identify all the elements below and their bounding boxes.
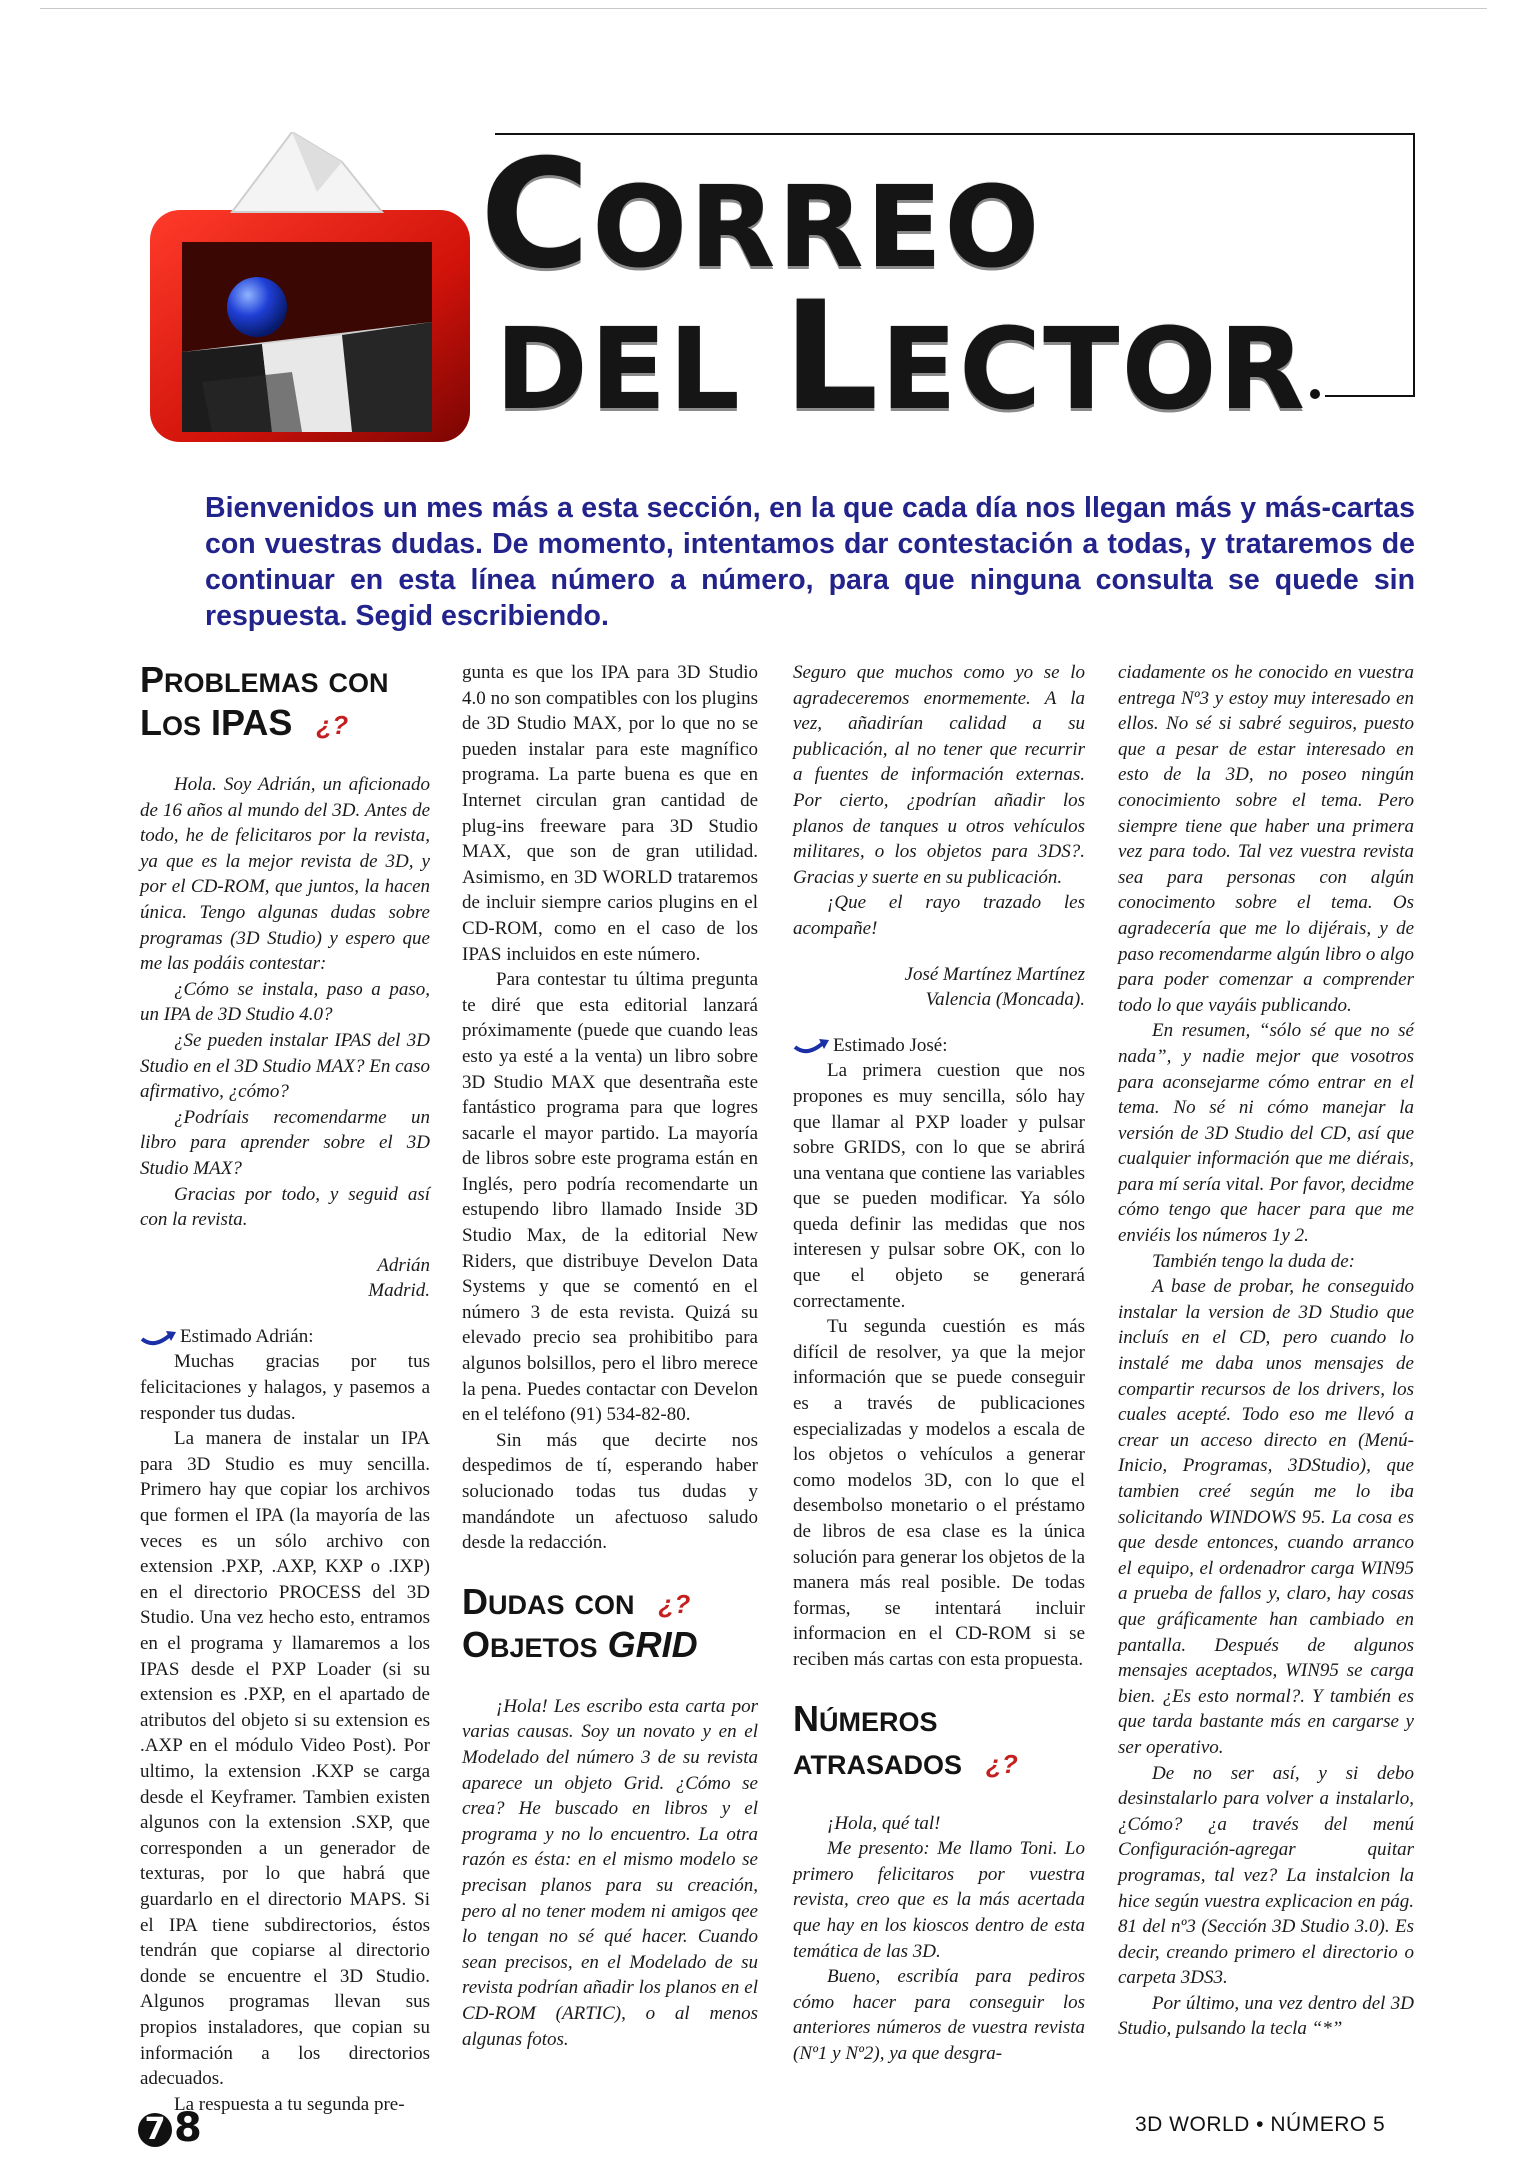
letter-paragraph: ciadamente os he conocido en vuestra entrega Nº3 y estoy muy interesado en ellos. No sé si sabré seguiros, puesto que a pesar de estar interesado en esto de la 3D, no poseo ningún conocimiento sobre el tema. Pero siempre tiene que haber una primera vez para todo. Tal vez vuestra revista sea para personas con algún conocimento sobre el tema. Os agradecería que me lo dijérais, y de paso recomendarme algún libro o algo para poder comenzar a comprender todo lo que vayáis publicando. (1118, 662, 1414, 1016)
letter-paragraph: ¡Que el rayo trazado les acompañe! (793, 892, 1085, 939)
title-frame-dot (1310, 389, 1320, 399)
intro-paragraph: Bienvenidos un mes más a esta sección, en la que cada día nos llegan más y más-cartas con vuestras dudas. De momento, intentamos dar contestación a todas, y trataremos de continuar en esta línea número a número, para que ninguna consulta se quede sin respuesta. Segid escribiendo. (205, 492, 1415, 632)
letter-paragraph: Seguro que muchos como yo se lo agradeceremos enormemente. A la vez, añadirían calidad a su publicación, al no tener que recurrir a fuentes de información externas. Por cierto, ¿podrían añadir los planos de tanques u otros vehículos militares, o los objetos para 3DS?. Gracias y suerte en su publicación. (793, 662, 1085, 888)
heading-numeros-atrasados: NÚMEROS ATRASADOS ¿? (793, 1699, 1085, 1785)
letter-paragraph: En resumen, “sólo sé que no sé nada”, y nadie mejor que vosotros para aconsejarme cómo entrar en el tema. No sé ni cómo manejar la versión de 3D Studio del CD, así que cualquier información que me diérais, para mí sería vital. Por favor, decidme cómo tengo que hacer para que me enviéis los números 1y 2. (1118, 1020, 1414, 1247)
reply-paragraph: La manera de instalar un IPA para 3D Studio es muy sencilla. Primero hay que copiar los archivos que formen el IPA (la mayoría de las veces es un sólo archivo con extension .PXP, .AXP, KXP o .IXP) en el directorio PROCESS del 3D Studio. Una vez hecho esto, entramos en el programa y llamaremos a los IPAS desde el PXP Loader (si su extension es .PXP, en el apartado de atributos del objeto si su extension es .AXP en el módulo Video Post). Por ultimo, la extension .KXP se carga desde el Keyframer. Tambien existen algunos con la extension .SXP, que corresponden a un generador de texturas, por lo que habrá que guardarlo en el directorio MAPS. Si el IPA tiene subdirectorios, éstos tendrán que copiarse al directorio donde se encuentre el 3D Studio. Algunos programas llevan sus propios instaladores, que copian su información a los directorios adecuados. (140, 1428, 430, 2090)
question-mark-icon: ¿? (986, 1749, 1018, 1780)
title-frame-bottom (1325, 395, 1415, 397)
column-2 (462, 660, 758, 2052)
reply-paragraph: Muchas gracias por tus felicitaciones y halagos, y pasemos a responder tus dudas. (140, 1351, 430, 1424)
letter-paragraph: A base de probar, he conseguido instalar la version de 3D Studio que incluís en el CD, pero cuando lo instalé me daba unos mensajes de compartir recursos de los drivers, los cuales acepté. Todo eso me llevó a crear un acceso directo en (Menú-Inicio, Programas, 3DStudio), que tambien creé según me lo iba solicitando WINDOWS 95. La cosa es que desde entonces, cuando arranco el equipo, el ordenadror carga WIN95 a prueba de fallos y, claro, hay cosas que gráficamente han cambiado en pantalla. Después de algunos mensajes aceptados, WIN95 se carga bien. ¿Es esto normal?. Y también es que tarda bastante más en cargarse y ser operativo. (1118, 1276, 1414, 1758)
heading-problemas-ipas: PROBLEMAS CON LOS IPAS ¿? (140, 660, 430, 746)
question-mark-icon: ¿? (658, 1589, 691, 1620)
column-1 (140, 660, 430, 2117)
column-3 (793, 660, 1085, 2067)
signature-name: José Martínez Martínez (904, 963, 1085, 985)
reply-paragraph: La primera cuestion que nos propones es muy sencilla, sólo hay que llamar al PXP loader y pulsar sobre GRIDS, con lo que se abrirá una ventana que contiene las variables que se pueden modificar. Ya sólo queda definir las medidas que nos interesen y pulsar sobre OK, con lo que el objeto se generará correctamente. (793, 1060, 1085, 1312)
mailbox-logo-icon (142, 132, 482, 450)
letter-paragraph: ¡Hola! Les escribo esta carta por varias causas. Soy un novato y en el Modelado del número 3 de su revista aparece un objeto Grid. ¿Cómo se crea? He buscado en libros y el programa y no lo encuentro. La otra razón es ésta: en el mismo modelo se precisan planos para su creación, pero al no tener modem ni amigos qee lo tengan no sé qué hacer. Cuando sean precisos, en el Modelado de su revista podrían añadir los planos en el CD-ROM (ARTIC), o al menos algunas fotos. (462, 1695, 758, 2050)
signature-city: Madrid. (368, 1280, 430, 1302)
letter-paragraph: De no ser así, y si debo desinstalarlo para volver a instalarlo, ¿Cómo? ¿a través del menú Configuración-agregar quitar programas, tal vez? La instalcion la hice según vuestra explicacion en pág. 81 del nº3 (Sección 3D Studio 3.0). Es decir, creando primero el directorio o carpeta 3DS3. (1118, 1762, 1414, 1989)
reply-greeting: Estimado José: (793, 1033, 1085, 1059)
letter-paragraph: Gracias por todo, y seguid así con la revista. (140, 1183, 430, 1231)
letter-paragraph: ¿Se pueden instalar IPAS del 3D Studio en el 3D Studio MAX? En caso afirmativo, ¿cómo? (140, 1029, 430, 1103)
reply-arrow-icon (793, 1037, 833, 1055)
page-number: 7 8 (138, 2105, 202, 2151)
reply-paragraph: La respuesta a tu segunda pre- (174, 2093, 405, 2115)
reply-paragraph: Para contestar tu última pregunta te diré que esta editorial lanzará próximamente (puede que cuando leas esto ya esté a la venta) un libro sobre 3D Studio MAX que desentraña este fantástico programa para que logres sacarle el mayor partido. La mayoría de libros sobre este programa están en Inglés, pero podría recomendarte un estupendo libro llamado Inside 3D Studio Max, de la editorial New Riders, que distribuye Develon Data Systems y que se comentó en el número 3 de esta revista. Quizá su elevado precio sea prohibitibo para algunos bolsillos, pero el libro merece la pena. Puedes contactar con Develon en el teléfono (91) 534-82-80. (462, 969, 758, 1426)
letter-paragraph: Me presento: Me llamo Toni. Lo primero felicitaros por vuestra revista, creo que es la más acertada que hay en los kioscos dentro de esta temática de las 3D. (793, 1838, 1085, 1962)
letter-paragraph: Bueno, escribía para pediros cómo hacer para conseguir los anteriores números de vuestra revista (Nº1 y Nº2), ya que desgra- (793, 1966, 1085, 2064)
reply-paragraph: Sin más que decirte nos despedimos de tí, esperando haber solucionado todas tus dudas y mandándote un afectuoso saludo desde la redacción. (462, 1429, 758, 1554)
title-frame-right (1413, 133, 1415, 395)
reply-paragraph: gunta es que los IPA para 3D Studio 4.0 no son compatibles con los plugins de 3D Studio MAX, por lo que no se pueden instalar para este magnífico programa. La parte buena es que en Internet circulan gran cantidad de plug-ins freeware para 3D Studio MAX, que son de gran utilidad. Asimismo, en 3D WORLD trataremos de incluir siempre carios plugins en el CD-ROM, como en el caso de los IPAS incluidos en este número. (462, 662, 758, 965)
signature-city: Valencia (Moncada). (925, 989, 1085, 1011)
letter-paragraph: ¿Cómo se instala, paso a paso, un IPA de 3D Studio 4.0? (140, 978, 430, 1026)
reply-paragraph: Tu segunda cuestión es más difícil de resolver, ya que la mejor información que se puede conseguir es a través de publicaciones especializadas y modelos a escala de los objetos o vehículos a generar como modelos 3D, con lo que el desembolso monetario o el préstamo de libros de esa clase es la única solución para generar los objetos de la manera más real posible. De todas formas, se intentará incluir informacion en el CD-ROM si se reciben más cartas con esta propuesta. (793, 1316, 1085, 1670)
top-rule (40, 8, 1487, 9)
magazine-footer: 3D WORLD • NÚMERO 5 (1135, 2113, 1386, 2136)
letter-paragraph: ¿Podríais recomendarme un libro para aprender sobre el 3D Studio MAX? (140, 1106, 430, 1179)
letter-paragraph: ¡Hola, qué tal! (827, 1812, 941, 1834)
title-frame-top (495, 133, 1415, 135)
signature-name: Adrián (377, 1254, 430, 1276)
letter-paragraph: Por último, una vez dentro del 3D Studio, pulsando la tecla “*” (1118, 1992, 1414, 2040)
question-mark-icon: ¿? (316, 710, 349, 741)
column-4 (1118, 660, 1414, 2042)
reply-arrow-icon (140, 1329, 180, 1347)
heading-dudas-grid: DUDAS CON ¿? OBJETOS GRID (462, 1580, 698, 1665)
reply-greeting: Estimado Adrián: (140, 1324, 430, 1350)
letter-paragraph: Hola. Soy Adrián, un aficionado de 16 años al mundo del 3D. Antes de todo, he de felicitaros por la revista, ya que es la mejor revista de 3D, y por el CD-ROM, que juntos, la hacen única. Tengo algunas dudas sobre programas (3D Studio) y espero que me las podáis contestar: (140, 774, 430, 975)
letter-paragraph: También tengo la duda de: (1152, 1250, 1356, 1272)
